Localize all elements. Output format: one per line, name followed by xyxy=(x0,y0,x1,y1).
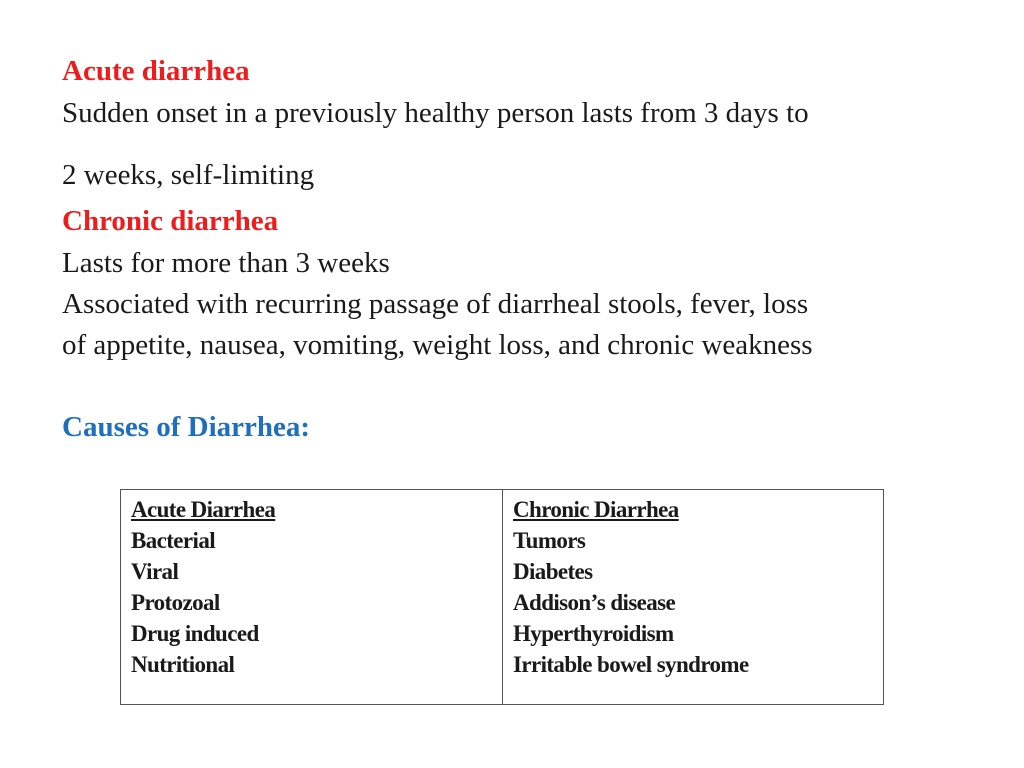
list-item: Bacterial xyxy=(131,528,216,553)
chronic-description-line-1: Lasts for more than 3 weeks xyxy=(62,247,390,279)
acute-description-line-1: Sudden onset in a previously healthy person lasts from 3 days to xyxy=(62,97,809,129)
chronic-causes-list xyxy=(513,525,873,680)
acute-causes-column xyxy=(121,490,502,704)
list-item: Protozoal xyxy=(131,590,220,615)
list-item: Hyperthyroidism xyxy=(513,621,674,646)
list-item: Viral xyxy=(131,559,179,584)
list-item: Tumors xyxy=(513,528,586,553)
chronic-causes-column xyxy=(502,490,883,704)
list-item: Addison’s disease xyxy=(513,590,676,615)
chronic-description-line-2: Associated with recurring passage of diarrheal stools, fever, loss xyxy=(62,288,809,320)
list-item: Diabetes xyxy=(513,559,593,584)
list-item: Nutritional xyxy=(131,652,235,677)
chronic-causes-header: Chronic Diarrhea xyxy=(513,497,679,522)
acute-causes-list xyxy=(131,525,492,680)
list-item: Irritable bowel syndrome xyxy=(513,652,749,677)
acute-description-line-2: 2 weeks, self-limiting xyxy=(62,159,315,191)
acute-diarrhea-heading: Acute diarrhea xyxy=(62,55,250,87)
list-item: Drug induced xyxy=(131,621,259,646)
acute-causes-header: Acute Diarrhea xyxy=(131,497,276,522)
causes-table xyxy=(120,489,884,705)
causes-heading: Causes of Diarrhea: xyxy=(62,411,311,443)
chronic-description-line-3: of appetite, nausea, vomiting, weight loss, and chronic weakness xyxy=(62,329,813,361)
chronic-diarrhea-heading: Chronic diarrhea xyxy=(62,205,279,237)
